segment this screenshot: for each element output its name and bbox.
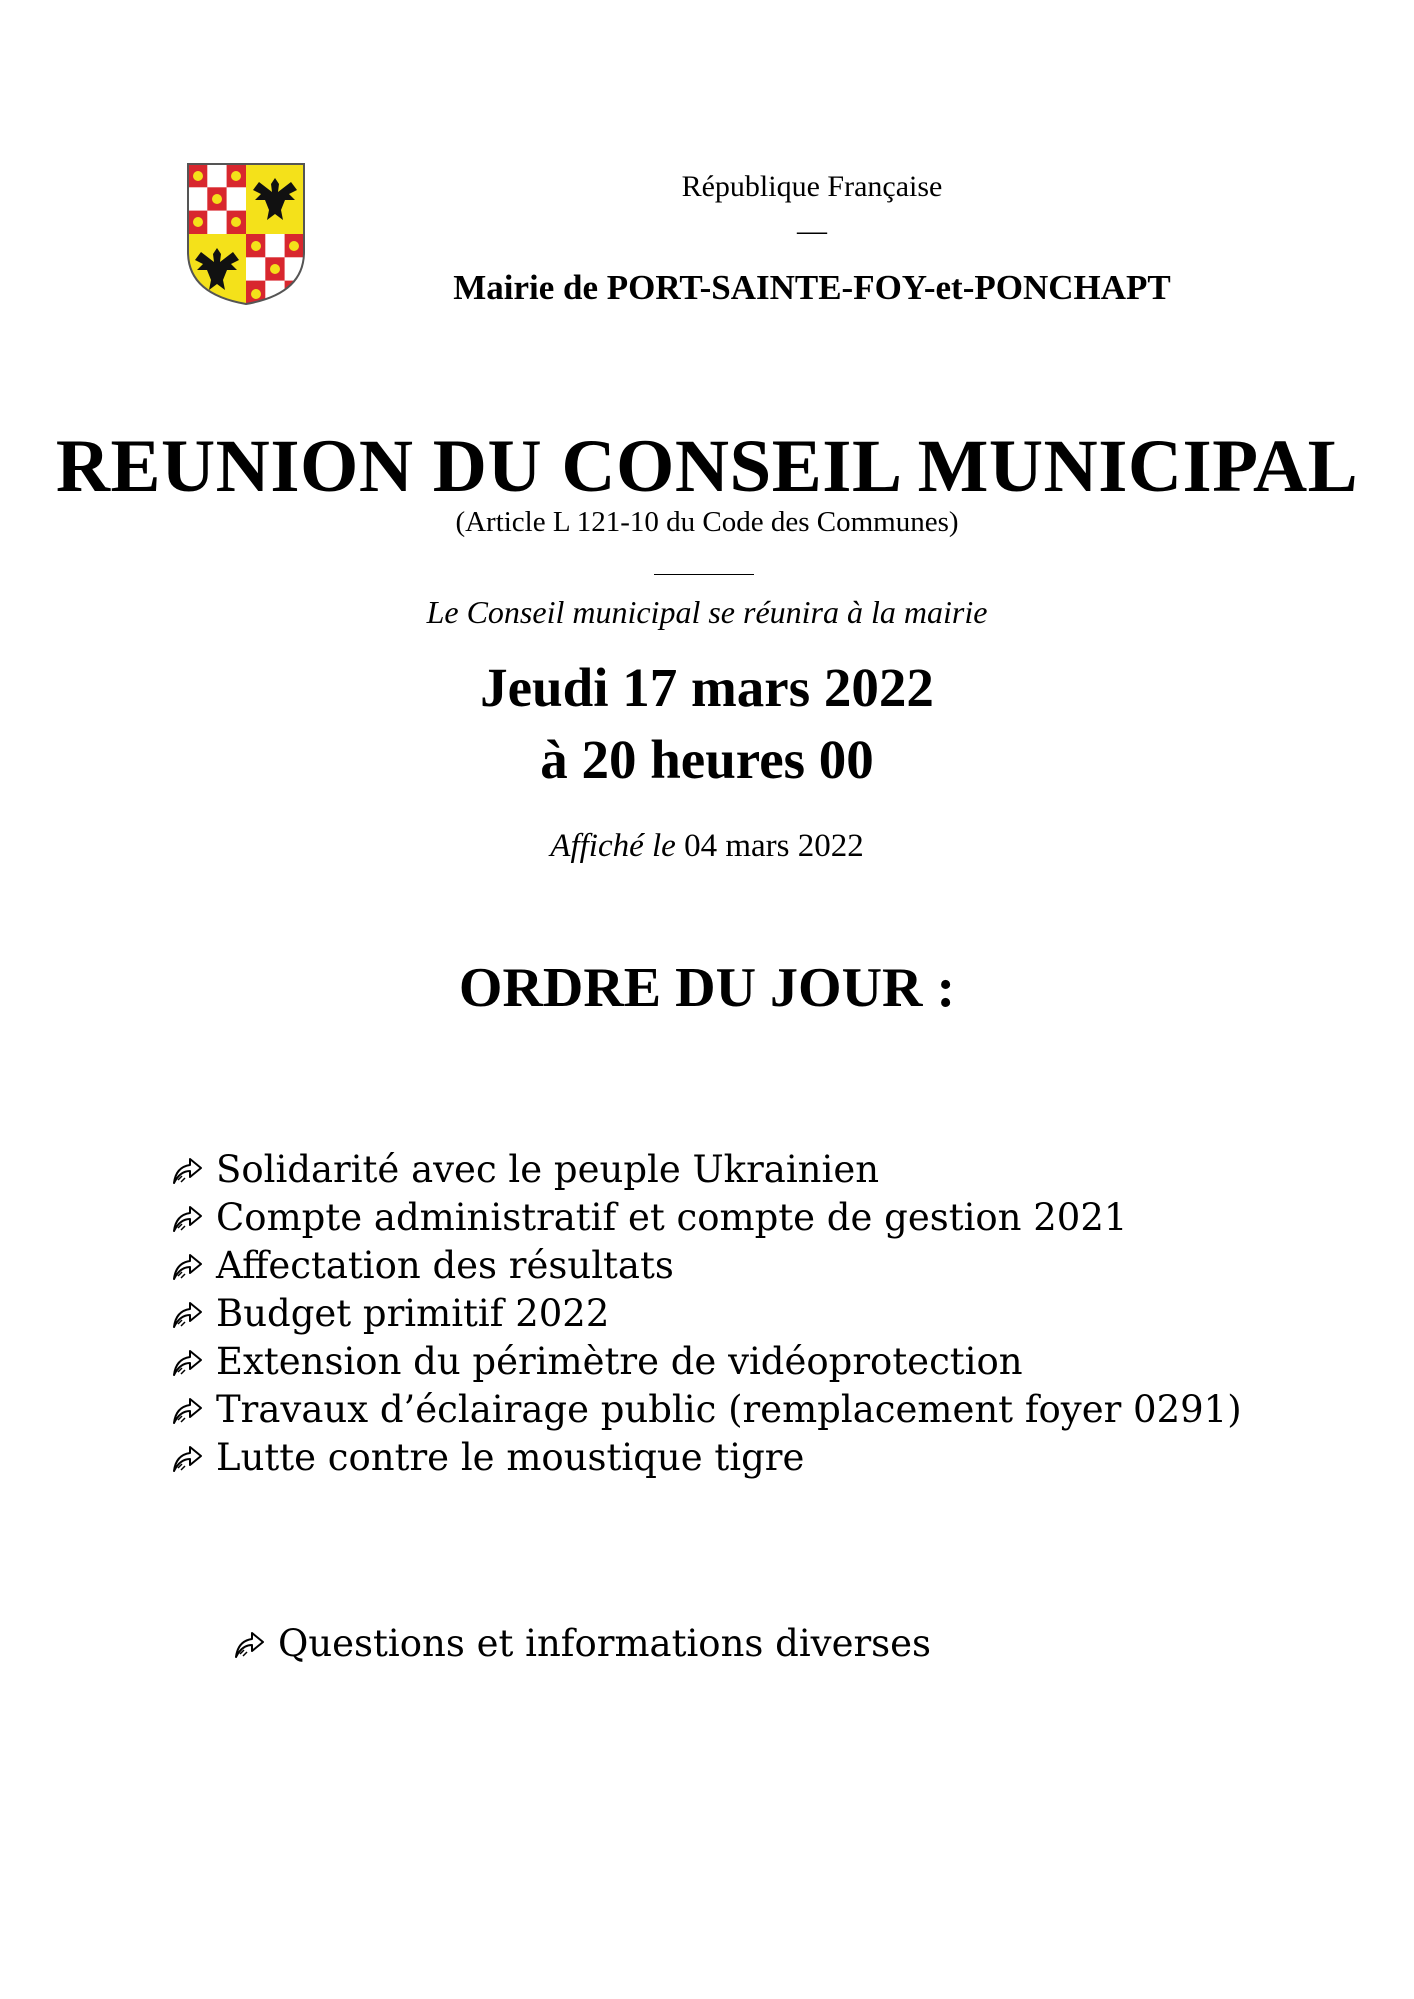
- agenda-item-label: Lutte contre le moustique tigre: [216, 1436, 805, 1479]
- header-separator: —: [797, 214, 827, 247]
- meeting-date: Jeudi 17 mars 2022: [480, 657, 934, 718]
- curved-arrow-icon: [170, 1393, 204, 1427]
- curved-arrow-icon: [170, 1201, 204, 1235]
- curved-arrow-icon: [170, 1441, 204, 1475]
- curved-arrow-icon: [232, 1627, 266, 1661]
- legal-reference: (Article L 121-10 du Code des Communes): [455, 506, 959, 538]
- posted-date: 04 mars 2022: [684, 828, 864, 864]
- agenda-title: ORDRE DU JOUR :: [458, 957, 956, 1019]
- agenda-item: [170, 1196, 1127, 1239]
- agenda-item-label: Affectation des résultats: [216, 1244, 674, 1287]
- agenda-item-label: Travaux d’éclairage public (remplacement foyer 0291): [216, 1388, 1242, 1431]
- curved-arrow-icon: [170, 1249, 204, 1283]
- curved-arrow-icon: [170, 1153, 204, 1187]
- agenda-item: [170, 1148, 879, 1191]
- agenda-item: [170, 1436, 804, 1479]
- agenda-item-label: Budget primitif 2022: [216, 1292, 610, 1335]
- agenda-item-label: Extension du périmètre de vidéoprotection: [216, 1340, 1023, 1383]
- meeting-intro: Le Conseil municipal se réunira à la mairie: [426, 594, 988, 630]
- posted-label: Affiché le: [550, 828, 676, 864]
- agenda-item-label: Compte administratif et compte de gestion 2021: [216, 1196, 1128, 1239]
- republic-label: République Française: [681, 170, 943, 203]
- curved-arrow-icon: [170, 1297, 204, 1331]
- meeting-time: à 20 heures 00: [540, 729, 874, 790]
- agenda-item-label: Questions et informations diverses: [278, 1622, 932, 1665]
- agenda-item-label: Solidarité avec le peuple Ukrainien: [216, 1148, 880, 1191]
- coat-of-arms-icon: [184, 160, 308, 308]
- agenda-item: [170, 1340, 1023, 1383]
- mairie-name: Mairie de PORT-SAINTE-FOY-et-PONCHAPT: [453, 268, 1171, 307]
- posted-line: [0, 828, 1414, 865]
- agenda-item: [170, 1388, 1242, 1431]
- agenda-closing-item: [232, 1622, 931, 1665]
- agenda-item: [170, 1292, 609, 1335]
- divider: [654, 574, 754, 575]
- curved-arrow-icon: [170, 1345, 204, 1379]
- agenda-item: [170, 1244, 674, 1287]
- page-title: REUNION DU CONSEIL MUNICIPAL: [55, 425, 1359, 508]
